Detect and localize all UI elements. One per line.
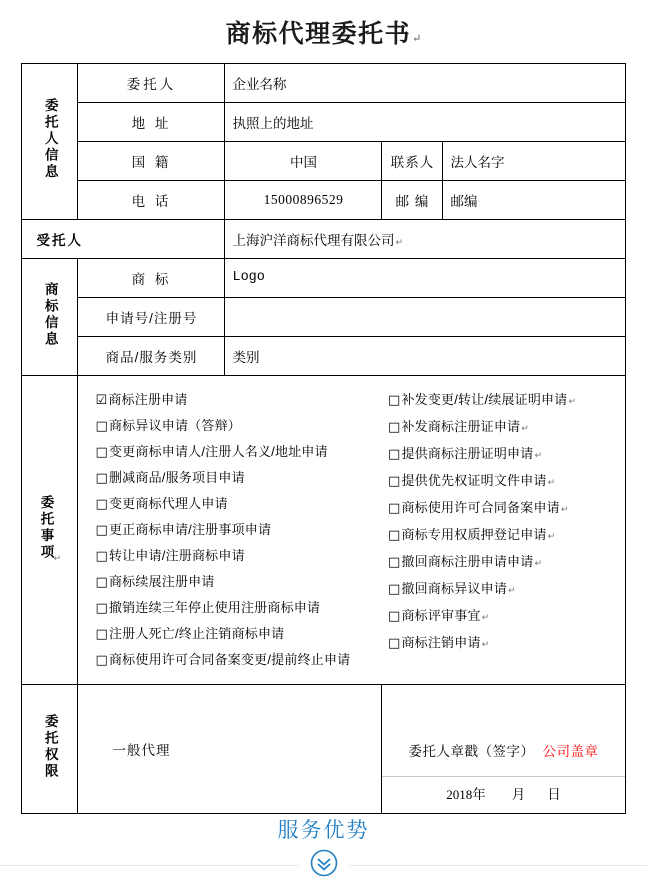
section-label-trademark-info-text: 商标信息 (42, 281, 58, 348)
matter-checkbox-item[interactable] (95, 491, 381, 517)
matter-label: 变更商标申请人/注册人名义/地址申请 (108, 443, 328, 459)
label-principal: 委托人 (78, 63, 225, 102)
matter-label: 注册人死亡/终止注销商标申请 (108, 625, 285, 641)
checkbox-unchecked-icon[interactable]: □ (387, 392, 401, 408)
matter-label: 更正商标申请/注册事项申请 (108, 521, 272, 537)
signature-cell (382, 684, 625, 813)
matter-checkbox-item[interactable] (95, 439, 381, 465)
table-row-principal (22, 63, 625, 102)
label-trustee: 受托人 (22, 219, 225, 258)
value-nationality[interactable]: 中国 (225, 141, 382, 180)
matter-label: 商标注册申请 (108, 391, 188, 407)
matter-checkbox-item[interactable] (95, 621, 381, 647)
table-row-entrusted-matters (22, 375, 625, 684)
section-label-authority (22, 684, 78, 813)
signature-label: 委托人章戳（签字） (408, 744, 535, 759)
matter-label: 撤回商标异议申请 (401, 580, 508, 596)
label-phone: 电 话 (78, 180, 225, 219)
checkbox-unchecked-icon[interactable]: □ (387, 635, 401, 651)
matter-checkbox-item[interactable] (388, 441, 625, 468)
value-goods-service-class[interactable]: 类别 (225, 336, 625, 375)
matter-checkbox-item[interactable] (95, 387, 381, 413)
section-label-principal-info (22, 63, 78, 219)
matter-checkbox-item[interactable] (388, 549, 625, 576)
table-row-nationality (22, 141, 625, 180)
date-year-unit: 年 (472, 787, 486, 802)
matter-label: 商标续展注册申请 (108, 573, 215, 589)
matters-right-column (382, 387, 625, 673)
checkbox-checked-icon[interactable]: ☑ (95, 392, 108, 408)
date-month-unit: 月 (511, 787, 526, 802)
matter-checkbox-item[interactable] (388, 576, 625, 603)
matter-label: 变更商标代理人申请 (108, 495, 228, 511)
matter-checkbox-item[interactable] (95, 647, 381, 673)
matter-checkbox-item[interactable] (388, 468, 625, 495)
signature-line (382, 740, 624, 760)
table-row-address (22, 102, 625, 141)
matter-pilcrow-mark: ↵ (481, 638, 490, 649)
matter-label: 提供商标注册证明申请 (401, 445, 534, 461)
matter-checkbox-item[interactable] (388, 630, 625, 657)
signature-date-line[interactable] (382, 777, 624, 812)
value-phone[interactable]: 15000896529 (225, 180, 382, 219)
matter-pilcrow-mark: ↵ (481, 611, 490, 622)
label-goods-service-class: 商品/服务类别 (78, 336, 225, 375)
matters-label-pilcrow-mark: ↵ (53, 552, 61, 563)
section-label-trademark-info (22, 258, 78, 375)
checkbox-unchecked-icon[interactable]: □ (95, 522, 108, 538)
matter-checkbox-item[interactable] (388, 603, 625, 630)
matter-label: 转让申请/注册商标申请 (108, 547, 245, 563)
matter-checkbox-item[interactable] (95, 543, 381, 569)
value-principal-name[interactable]: 企业名称 (225, 63, 625, 102)
matter-label: 商标评审事宜 (401, 607, 481, 623)
section-label-entrusted-matters (22, 375, 78, 684)
footer-title: 服务优势 (277, 819, 370, 842)
checkbox-unchecked-icon[interactable]: □ (95, 418, 108, 434)
title-pilcrow-mark: ↵ (412, 33, 422, 45)
table-row-phone (22, 180, 625, 219)
checkbox-unchecked-icon[interactable]: □ (387, 473, 401, 489)
checkbox-unchecked-icon[interactable]: □ (95, 574, 108, 590)
matter-checkbox-item[interactable] (95, 595, 381, 621)
trustee-pilcrow-mark: ↵ (395, 236, 404, 247)
checkbox-unchecked-icon[interactable]: □ (387, 581, 401, 597)
checkbox-unchecked-icon[interactable]: □ (95, 600, 108, 616)
table-row-trademark (22, 258, 625, 297)
label-postcode: 邮 编 (382, 180, 443, 219)
label-nationality: 国 籍 (78, 141, 225, 180)
table-row-class (22, 336, 625, 375)
signature-stamp-area[interactable] (382, 685, 624, 777)
value-contact-person[interactable]: 法人名字 (443, 141, 625, 180)
section-label-principal-info-text: 委托人信息 (42, 98, 58, 181)
checkbox-unchecked-icon[interactable]: □ (387, 608, 401, 624)
matter-checkbox-item[interactable] (95, 569, 381, 595)
value-trustee-text: 上海沪洋商标代理有限公司 (232, 232, 395, 248)
checkbox-unchecked-icon[interactable]: □ (95, 496, 108, 512)
matter-label: 撤销连续三年停止使用注册商标申请 (108, 599, 321, 615)
matter-checkbox-item[interactable] (388, 522, 625, 549)
matter-pilcrow-mark: ↵ (560, 503, 569, 514)
checkbox-unchecked-icon[interactable]: □ (387, 446, 401, 462)
matter-pilcrow-mark: ↵ (568, 395, 577, 406)
matter-pilcrow-mark: ↵ (547, 530, 556, 541)
matter-label: 撤回商标注册申请申请 (401, 553, 534, 569)
checkbox-unchecked-icon[interactable]: □ (387, 500, 401, 516)
date-day-unit: 日 (547, 787, 561, 802)
table-row-application-number (22, 297, 625, 336)
footer-section (0, 818, 647, 882)
matter-pilcrow-mark: ↵ (534, 449, 542, 460)
value-address[interactable]: 执照上的地址 (225, 102, 625, 141)
company-stamp-note: 公司盖章 (542, 744, 599, 759)
authorization-form-table (21, 63, 625, 814)
label-address: 地 址 (78, 102, 225, 141)
table-row-trustee (22, 219, 625, 258)
checkbox-unchecked-icon[interactable]: □ (95, 470, 108, 486)
matter-label: 商标专用权质押登记申请 (401, 526, 547, 542)
matter-checkbox-item[interactable] (388, 495, 625, 522)
matter-checkbox-item[interactable] (95, 413, 381, 439)
checkbox-unchecked-icon[interactable]: □ (387, 554, 401, 570)
matter-label: 删减商品/服务项目申请 (108, 469, 245, 485)
matter-pilcrow-mark: ↵ (547, 476, 556, 487)
matters-left-column (78, 387, 381, 673)
footer-divider-row (0, 848, 647, 882)
table-row-authority (22, 684, 625, 813)
matter-label: 商标注销申请 (401, 634, 481, 650)
matter-pilcrow-mark: ↵ (521, 422, 529, 433)
section-label-entrusted-matters-text: 委托事项 (38, 494, 54, 561)
label-application-number: 申请号/注册号 (78, 297, 225, 336)
matter-checkbox-item[interactable] (95, 517, 381, 543)
value-postcode[interactable]: 邮编 (443, 180, 625, 219)
label-trademark: 商 标 (78, 258, 225, 297)
matter-label: 商标异议申请（答辩） (108, 417, 241, 433)
label-contact-person: 联系人 (382, 141, 443, 180)
value-authority-scope[interactable]: 一般代理 (78, 684, 382, 813)
value-trademark-logo[interactable]: Logo (225, 258, 625, 297)
matter-label: 提供优先权证明文件申请 (401, 472, 547, 488)
checkbox-unchecked-icon[interactable]: □ (387, 419, 401, 435)
checkbox-unchecked-icon[interactable]: □ (95, 626, 108, 642)
page-title-text: 商标代理委托书 (225, 21, 412, 48)
matter-label: 补发变更/转让/续展证明申请 (401, 391, 568, 407)
value-trustee (225, 219, 625, 258)
matter-pilcrow-mark: ↵ (508, 584, 516, 595)
page-title (0, 0, 647, 63)
matter-label: 商标使用许可合同备案申请 (401, 499, 560, 515)
matter-checkbox-item[interactable] (95, 465, 381, 491)
value-application-number[interactable] (225, 297, 625, 336)
matter-checkbox-item[interactable] (388, 387, 625, 414)
matter-label: 补发商标注册证申请 (401, 418, 521, 434)
matter-checkbox-item[interactable] (388, 414, 625, 441)
checkbox-unchecked-icon[interactable]: □ (95, 652, 108, 668)
entrusted-matters-cell (78, 375, 625, 684)
matter-label: 商标使用许可合同备案变更/提前终止申请 (108, 651, 351, 667)
checkbox-unchecked-icon[interactable]: □ (95, 548, 108, 564)
matter-pilcrow-mark: ↵ (534, 557, 542, 568)
checkbox-unchecked-icon[interactable]: □ (95, 444, 108, 460)
section-label-authority-text: 委托权限 (42, 713, 58, 780)
checkbox-unchecked-icon[interactable]: □ (387, 527, 401, 543)
double-chevron-down-circle-icon[interactable] (299, 848, 349, 883)
date-year-value: 2018 (446, 787, 473, 802)
